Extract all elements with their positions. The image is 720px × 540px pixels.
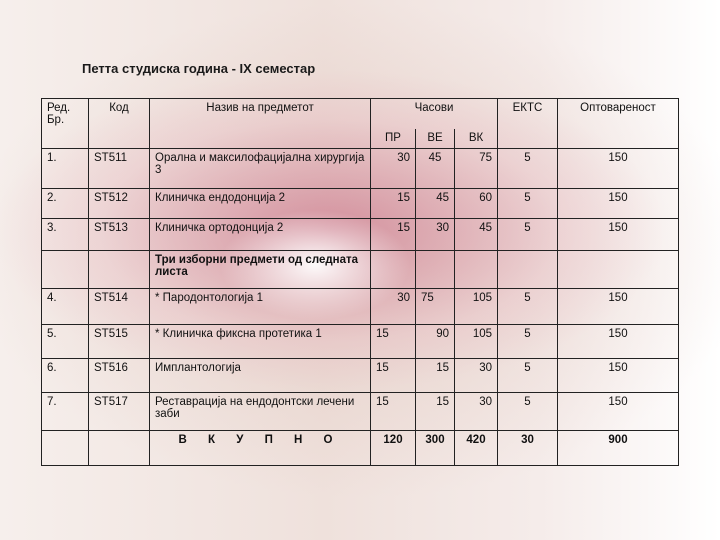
row-num: 6. [42,359,89,393]
row-ve: 90 [416,325,455,359]
row-load: 150 [558,219,679,251]
row-load: 150 [558,393,679,431]
row-load: 150 [558,325,679,359]
row-load: 150 [558,359,679,393]
table-row [42,149,679,189]
table-row [42,189,679,219]
row-course-name: Клиничка ортодонција 2 [150,219,371,251]
row-course-name: Клиничка ендодонција 2 [150,189,371,219]
row-course-name: Орална и максилофацијална хирургија 3 [150,149,371,189]
row-pr: 15 [371,359,416,393]
curriculum-table [41,98,679,466]
table-row [42,359,679,393]
col-header-code: Код [89,99,150,149]
row-vk: 75 [455,149,498,189]
table-row [42,289,679,325]
row-num: 7. [42,393,89,431]
row-ve: 30 [416,219,455,251]
row-code: ST516 [89,359,150,393]
row-load: 150 [558,289,679,325]
row-course-name: Реставрација на ендодонтски лечени заби [150,393,371,431]
col-header-name: Назив на предметот [150,99,371,149]
row-vk: 105 [455,325,498,359]
row-ects: 5 [498,393,558,431]
electives-label-row [42,251,679,289]
row-ve: 45 [416,149,455,189]
col-header-ve: ВЕ [416,129,455,149]
row-ects: 5 [498,359,558,393]
total-label: В К У П Н О [150,431,371,466]
row-ects: 5 [498,189,558,219]
total-ve: 300 [416,431,455,466]
total-row [42,431,679,466]
row-pr: 30 [371,149,416,189]
total-load: 900 [558,431,679,466]
total-ects: 30 [498,431,558,466]
row-ve: 75 [416,289,455,325]
col-header-load: Оптовареност [558,99,679,149]
row-vk: 105 [455,289,498,325]
row-pr: 15 [371,189,416,219]
col-header-vk: ВК [455,129,498,149]
row-num: 1. [42,149,89,189]
row-code: ST515 [89,325,150,359]
row-load: 150 [558,189,679,219]
row-num: 3. [42,219,89,251]
total-pr: 120 [371,431,416,466]
row-course-name: * Клиничка фиксна протетика 1 [150,325,371,359]
row-num: 4. [42,289,89,325]
row-ve: 15 [416,359,455,393]
row-pr: 15 [371,393,416,431]
row-ects: 5 [498,219,558,251]
row-code: ST511 [89,149,150,189]
col-header-num: Ред. Бр. [42,99,89,149]
col-header-pr: ПР [371,129,416,149]
row-ve: 45 [416,189,455,219]
row-vk: 30 [455,359,498,393]
table-row [42,219,679,251]
row-code: ST514 [89,289,150,325]
row-ects: 5 [498,325,558,359]
table-row [42,325,679,359]
row-load: 150 [558,149,679,189]
row-pr: 15 [371,325,416,359]
row-num: 5. [42,325,89,359]
total-vk: 420 [455,431,498,466]
col-header-hours: Часови [371,99,498,129]
row-course-name: Имплантологија [150,359,371,393]
table-row [42,393,679,431]
row-vk: 60 [455,189,498,219]
row-code: ST513 [89,219,150,251]
row-course-name: * Пародонтологија 1 [150,289,371,325]
row-pr: 30 [371,289,416,325]
row-ects: 5 [498,149,558,189]
row-code: ST512 [89,189,150,219]
row-ects: 5 [498,289,558,325]
header-row-1 [42,99,679,129]
page-title: Петта студиска година - IX семестар [82,61,316,76]
row-pr: 15 [371,219,416,251]
row-vk: 45 [455,219,498,251]
row-ve: 15 [416,393,455,431]
row-num: 2. [42,189,89,219]
col-header-ects: ЕКТС [498,99,558,149]
electives-label: Три изборни предмети од следната листа [150,251,371,289]
row-code: ST517 [89,393,150,431]
row-vk: 30 [455,393,498,431]
